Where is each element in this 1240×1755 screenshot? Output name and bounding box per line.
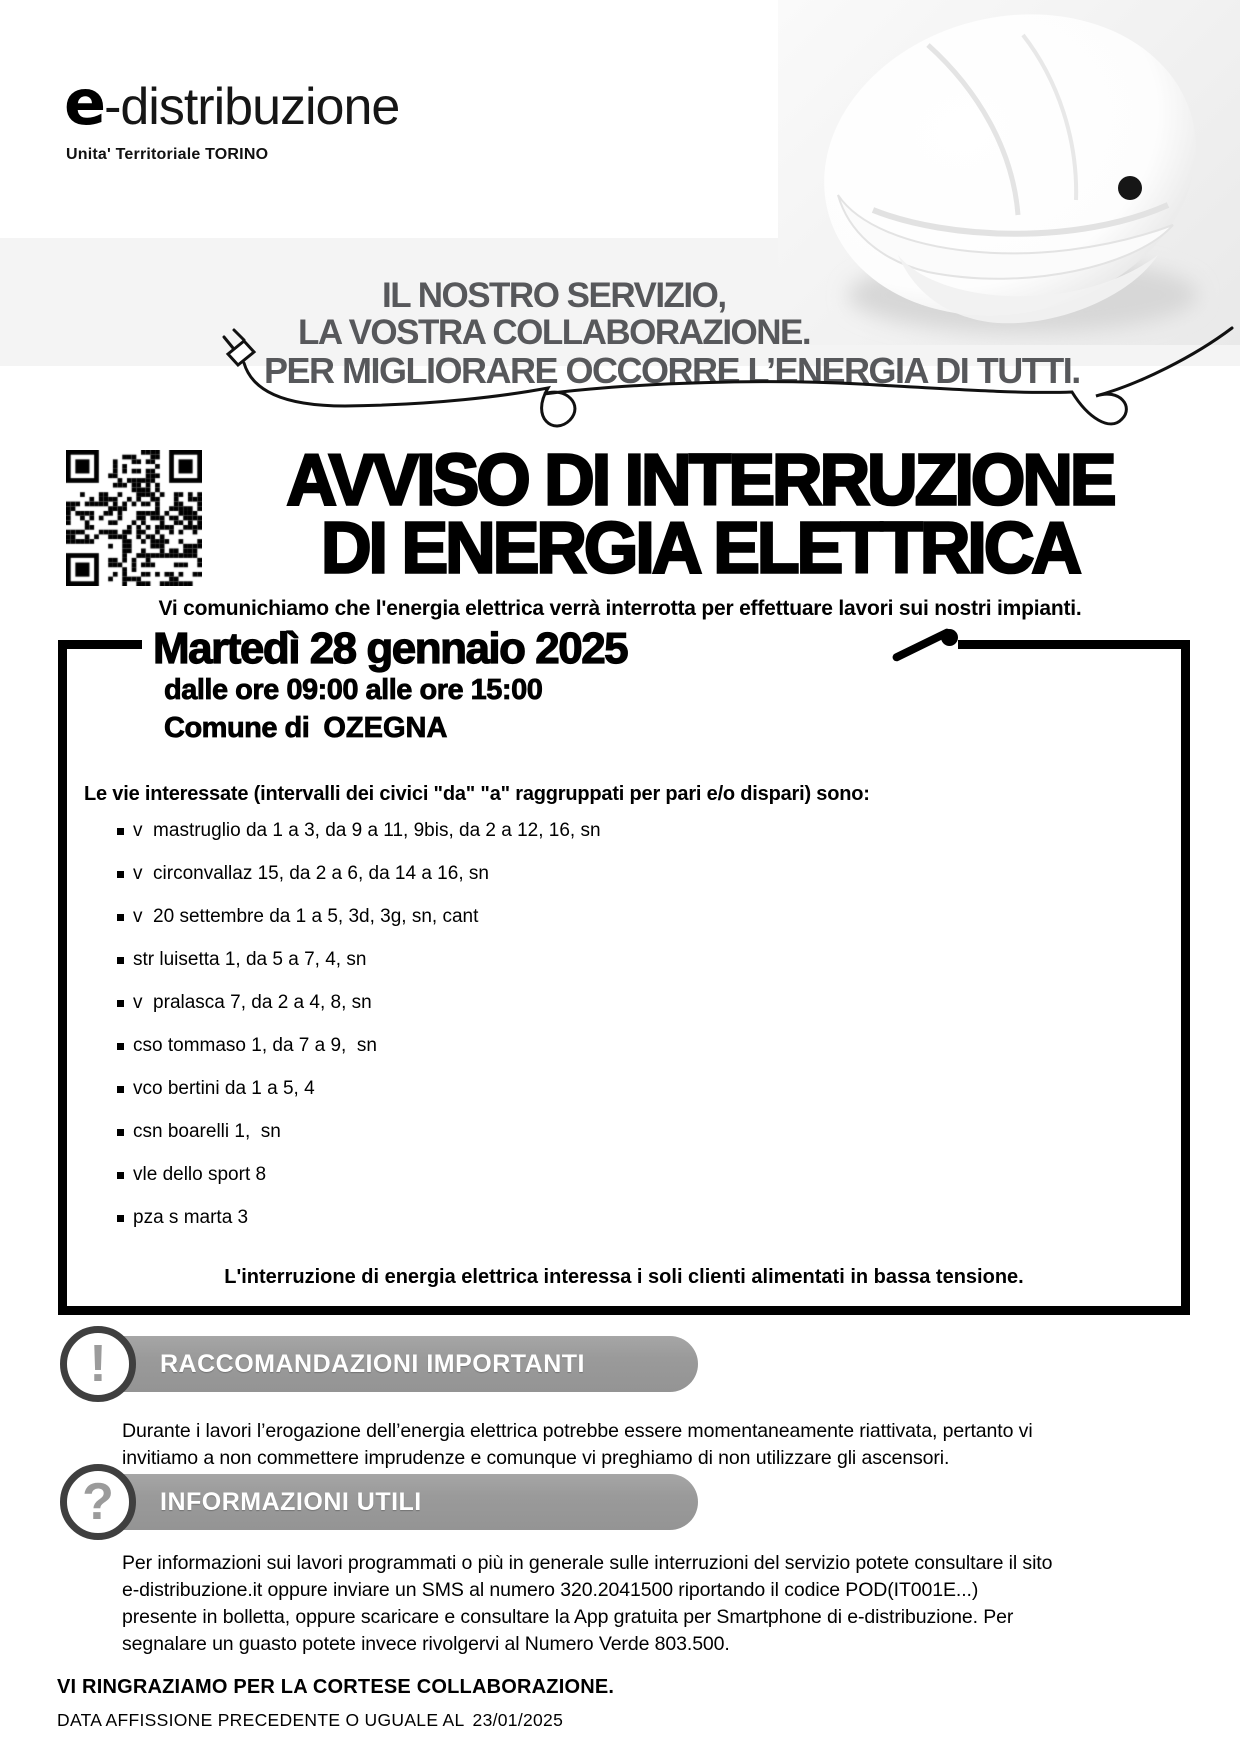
slogan-line-1: IL NOSTRO SERVIZIO, bbox=[382, 276, 726, 315]
outage-comune bbox=[164, 712, 447, 745]
street-item: v mastruglio da 1 a 3, da 9 a 11, 9bis, da 2 a 12, 16, sn bbox=[117, 820, 601, 863]
street-item: csn boarelli 1, sn bbox=[117, 1121, 601, 1164]
info-line: e-distribuzione.it oppure inviare un SMS al numero 320.2041500 riportando il codice POD(IT001E...) bbox=[122, 1579, 979, 1601]
info-line: Per informazioni sui lavori programmati o più in generale sulle interruzioni del servizio potete consultare il sito bbox=[122, 1552, 1053, 1574]
qr-code bbox=[66, 450, 202, 586]
info-text bbox=[122, 1550, 1052, 1658]
outage-box bbox=[58, 624, 1190, 1315]
recommendations-title-bar bbox=[98, 1336, 698, 1392]
streets-header: Le vie interessate (intervalli dei civici "da" "a" raggruppati per pari e/o dispari) sono: bbox=[84, 783, 870, 805]
street-item: pza s marta 3 bbox=[117, 1207, 601, 1250]
logo-text: -distribuzione bbox=[104, 78, 400, 136]
recommendations-line: invitiamo a non commettere imprudenze e comunque vi preghiamo di non utilizzare gli ascensori. bbox=[122, 1447, 950, 1469]
box-border-left-stub bbox=[58, 640, 142, 649]
low-voltage-note: L'interruzione di energia elettrica interessa i soli clienti alimentati in bassa tensione. bbox=[224, 1266, 1024, 1288]
territorial-unit: Unita' Territoriale TORINO bbox=[66, 146, 269, 163]
box-border-right-stub bbox=[958, 640, 1190, 649]
recommendations-text bbox=[122, 1418, 1033, 1472]
outage-date: Martedì 28 gennaio 2025 bbox=[153, 624, 628, 673]
street-item: vco bertini da 1 a 5, 4 bbox=[117, 1078, 601, 1121]
logo-e-icon: e bbox=[64, 66, 105, 139]
notice-title-line-2: DI ENERGIA ELETTRICA bbox=[321, 506, 1079, 588]
safety-helmet-icon bbox=[778, 0, 1240, 345]
street-item: v circonvallaz 15, da 2 a 6, da 14 a 16, sn bbox=[117, 863, 601, 906]
posting-date-label: DATA AFFISSIONE PRECEDENTE O UGUALE AL bbox=[57, 1710, 465, 1730]
info-title-bar bbox=[98, 1474, 698, 1530]
notice-intro: Vi comunichiamo che l'energia elettrica verrà interrotta per effettuare lavori sui nostri impianti. bbox=[158, 597, 1082, 620]
street-item: vle dello sport 8 bbox=[117, 1164, 601, 1207]
slogan-line-2: LA VOSTRA COLLABORAZIONE. bbox=[298, 313, 811, 352]
slogan-line-3: PER MIGLIORARE OCCORRE L’ENERGIA DI TUTTI. bbox=[264, 350, 1080, 391]
brand-logo bbox=[64, 66, 400, 139]
street-item: v pralasca 7, da 2 a 4, 8, sn bbox=[117, 992, 601, 1035]
info-line: segnalare un guasto potete invece rivolgervi al Numero Verde 803.500. bbox=[122, 1633, 730, 1655]
street-item: cso tommaso 1, da 7 a 9, sn bbox=[117, 1035, 601, 1078]
comune-label: Comune di bbox=[164, 712, 310, 744]
plug-and-cable-icon bbox=[210, 322, 1240, 437]
posting-date-value: 23/01/2025 bbox=[472, 1710, 564, 1730]
helmet-photo bbox=[778, 0, 1240, 345]
comune-name: OZEGNA bbox=[323, 712, 448, 744]
switch-contact-dot bbox=[941, 629, 958, 646]
question-mark-icon: ? bbox=[60, 1464, 136, 1540]
recommendations-line: Durante i lavori l’erogazione dell’energia elettrica potrebbe essere momentaneamente riattivata, pertanto vi bbox=[122, 1420, 1033, 1442]
notice-title bbox=[200, 438, 1200, 588]
streets-list bbox=[117, 820, 601, 1250]
street-item: str luisetta 1, da 5 a 7, 4, sn bbox=[117, 949, 601, 992]
street-item: v 20 settembre da 1 a 5, 3d, 3g, sn, cant bbox=[117, 906, 601, 949]
outage-hours: dalle ore 09:00 alle ore 15:00 bbox=[164, 674, 543, 706]
posting-date-line bbox=[57, 1710, 563, 1731]
thanks-line: VI RINGRAZIAMO PER LA CORTESE COLLABORAZIONE. bbox=[57, 1676, 615, 1698]
info-title: INFORMAZIONI UTILI bbox=[160, 1487, 422, 1516]
notice-title-line-1: AVVISO DI INTERRUZIONE bbox=[286, 438, 1114, 520]
exclamation-icon: ! bbox=[60, 1326, 136, 1402]
info-line: presente in bolletta, oppure scaricare e consultare la App gratuita per Smartphone di e-distribuzione. Per bbox=[122, 1606, 1014, 1628]
recommendations-title: RACCOMANDAZIONI IMPORTANTI bbox=[160, 1349, 585, 1378]
